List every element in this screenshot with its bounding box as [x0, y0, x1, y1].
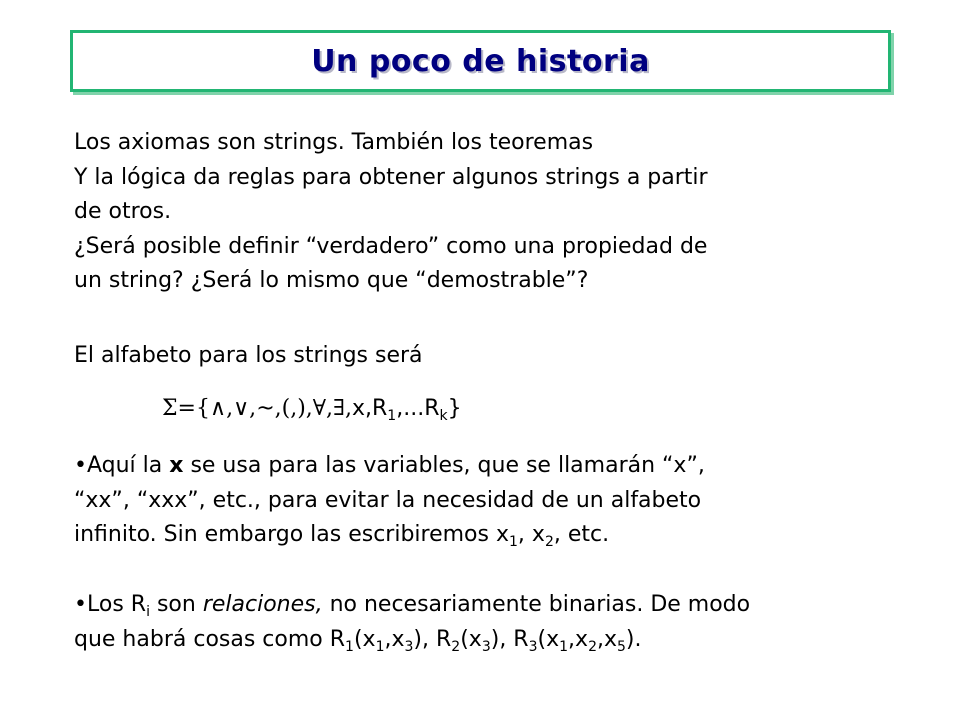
subscript: 2 — [451, 638, 461, 655]
subscript: 3 — [481, 638, 491, 655]
intro-line: Los axiomas son strings. También los teoremas — [74, 130, 594, 155]
formula-symbols: Σ={∧,∨, — [162, 396, 257, 421]
slide-title: Un poco de historia — [311, 43, 650, 79]
alphabet-formula: $\Sigma=\{\wedge,\vee,\sim,(,),\forall,\exists,x,R_1,...R_k\}$ — [162, 396, 462, 424]
bullet-line — [74, 623, 750, 658]
bullet-text: ). — [625, 626, 642, 652]
subscript: 2 — [588, 638, 597, 655]
formula-close: } — [447, 396, 462, 421]
formula-rk: R — [424, 396, 440, 421]
bullet-text: , etc. — [553, 522, 610, 547]
bullet-line — [74, 588, 750, 623]
bullet-text: (x — [353, 626, 376, 652]
subscript: 1 — [345, 638, 354, 655]
subscript: 2 — [544, 534, 554, 550]
alphabet-line: El alfabeto para los strings será — [74, 343, 423, 368]
bullet-text: ,x — [596, 626, 617, 652]
bullet-relations — [74, 588, 750, 657]
intro-line: de otros. — [74, 199, 172, 224]
bullet-text: ), R — [490, 626, 529, 652]
intro-paragraph — [74, 126, 708, 299]
subscript: i — [146, 604, 150, 620]
bullet-text: ), R — [413, 626, 452, 652]
subscript: 1 — [509, 534, 518, 550]
bullet-line: “xx”, “xxx”, etc., para evitar la necesidad de un alfabeto — [74, 487, 702, 513]
italic-term: relaciones, — [202, 592, 323, 617]
formula-x: x — [351, 396, 365, 421]
bullet-text: que habrá cosas como R — [74, 626, 346, 652]
bullet-text: infinito. Sin embargo las escribiremos x — [74, 522, 509, 547]
formula-tilde: ~ — [256, 396, 275, 421]
formula-rk-sub: k — [439, 408, 448, 424]
bullet-text: ,x — [384, 626, 405, 652]
bullet-text: se usa para las variables, que se llamarán “x”, — [183, 453, 705, 478]
intro-line: ¿Será posible definir “verdadero” como una propiedad de — [74, 233, 708, 259]
intro-line: un string? ¿Será lo mismo que “demostrable”? — [74, 268, 589, 293]
alphabet-paragraph — [74, 339, 423, 374]
bullet-text: Aquí la — [86, 453, 170, 478]
bullet-text: ,x — [568, 626, 589, 652]
bullet-marker: • — [74, 453, 87, 478]
bullet-text: no necesariamente binarias. De modo — [322, 592, 751, 617]
bullet-marker: • — [74, 592, 87, 617]
subscript: 3 — [528, 638, 538, 655]
intro-line: Y la lógica da reglas para obtener algunos strings a partir — [74, 164, 708, 190]
bullet-line — [74, 518, 705, 553]
formula-r1-sub: 1 — [387, 408, 397, 424]
subscript: 1 — [375, 638, 385, 655]
formula-middle: ,(,),∀,∃, — [274, 396, 352, 421]
bullet-text: (x — [460, 626, 482, 652]
bullet-line — [74, 449, 705, 484]
title-banner — [70, 30, 891, 92]
formula-r1: R — [372, 396, 388, 421]
subscript: 3 — [404, 638, 414, 655]
bullet-variables — [74, 449, 705, 553]
bullet-text: son — [149, 592, 203, 617]
bullet-text: (x — [537, 626, 560, 652]
bullet-text: , x — [517, 522, 545, 547]
subscript: 1 — [559, 638, 569, 655]
bold-x: x — [169, 453, 184, 478]
bullet-text: Los R — [86, 592, 147, 617]
subscript: 5 — [617, 638, 626, 655]
formula-dots: ,... — [396, 396, 425, 421]
